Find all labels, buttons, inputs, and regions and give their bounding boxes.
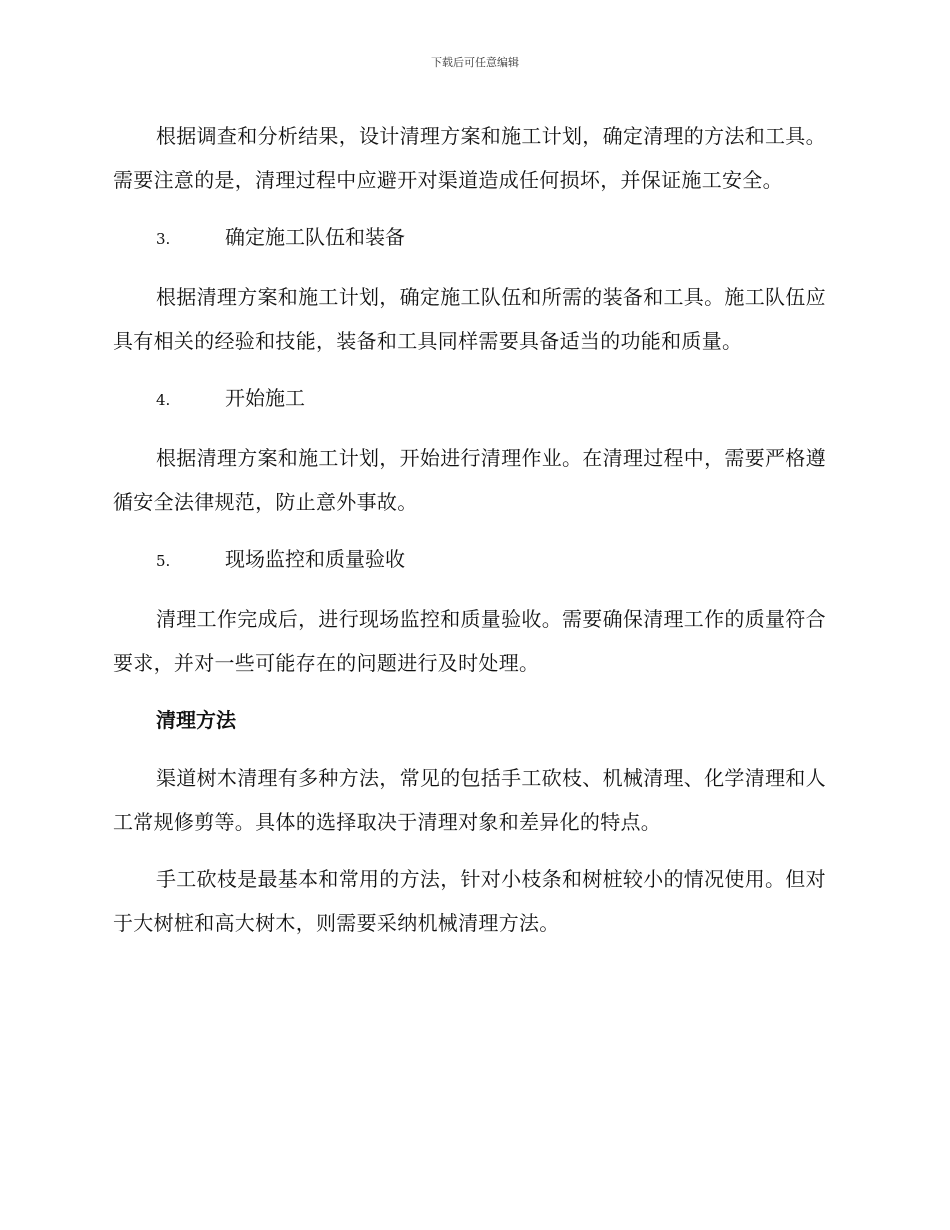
page-header-note: 下载后可任意编辑	[431, 56, 519, 69]
paragraph: 清理工作完成后，进行现场监控和质量验收。需要确保清理工作的质量符合要求，并对一些可能存在的问题进行及时处理。	[113, 607, 826, 675]
numbered-step	[113, 376, 833, 422]
section-heading: 清理方法	[156, 708, 236, 732]
paragraph: 根据清理方案和施工计划，确定施工队伍和所需的装备和工具。施工队伍应具有相关的经验和技能，装备和工具同样需要具备适当的功能和质量。	[113, 285, 826, 353]
step-number: 4.	[156, 391, 171, 409]
paragraph: 根据调查和分析结果，设计清理方案和施工计划，确定清理的方法和工具。需要注意的是，清理过程中应避开对渠道造成任何损坏，并保证施工安全。	[113, 124, 826, 192]
paragraph: 手工砍枝是最基本和常用的方法，针对小枝条和树桩较小的情况使用。但对于大树桩和高大树木，则需要采纳机械清理方法。	[113, 867, 826, 935]
numbered-step	[113, 215, 833, 261]
step-title: 现场监控和质量验收	[225, 547, 405, 571]
paragraph: 根据清理方案和施工计划，开始进行清理作业。在清理过程中，需要严格遵循安全法律规范，防止意外事故。	[113, 446, 826, 514]
step-number: 5.	[156, 552, 171, 570]
step-title: 确定施工队伍和装备	[225, 225, 405, 249]
step-number: 3.	[156, 230, 171, 248]
numbered-step	[113, 537, 833, 583]
paragraph: 渠道树木清理有多种方法，常见的包括手工砍枝、机械清理、化学清理和人工常规修剪等。具体的选择取决于清理对象和差异化的特点。	[113, 766, 826, 834]
step-title: 开始施工	[225, 386, 305, 410]
document-body	[113, 114, 833, 958]
